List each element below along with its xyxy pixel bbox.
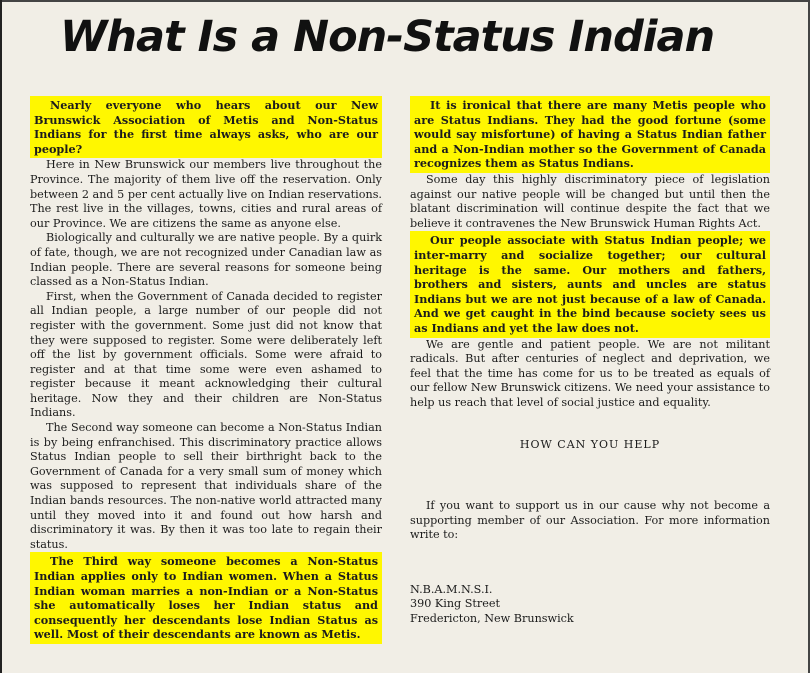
- help-heading: HOW CAN YOU HELP: [519, 438, 661, 452]
- left-column: [30, 96, 382, 644]
- intro-highlighted-paragraph: Nearly everyone who hears about our New Brunswick Association of Metis and Non-Status Indians for the first time always asks, who are our people?: [30, 96, 382, 158]
- biology-paragraph: Biologically and culturally we are native people. By a quirk of fate, though, we are not recognized under Canadian law as Indian people. There are several reasons for someone being classed as a Non-Status Indian.: [30, 231, 382, 289]
- right-column: [410, 96, 770, 627]
- metis-highlighted-paragraph: It is ironical that there are many Metis people who are Status Indians. They had the good fortune (some would say misfortune) of having a Status Indian father and a Non-Indian mother so the Government of Canada recognizes them as Status Indians.: [410, 96, 770, 173]
- members-paragraph: Here in New Brunswick our members live throughout the Province. The majority of them live off the reservation. Only between 2 and 5 per cent actually live on Indian reservations. The rest live in the villages, towns, cities and rural areas of our Province. We are citizens the same as anyone else.: [30, 158, 382, 230]
- support-paragraph: If you want to support us in our cause why not become a supporting member of our Association. For more information write to:: [410, 499, 770, 542]
- mailing-address: [410, 583, 770, 627]
- legislation-paragraph: Some day this highly discriminatory piece of legislation against our native people will be changed but until then the blatant discrimination will continue despite the fact that we believe it contravenes the New Brunswick Human Rights Act.: [410, 172, 770, 230]
- first-reason-paragraph: First, when the Government of Canada decided to register all Indian people, a large number of our people did not register with the government. Some just did not know that they were supposed to register. Some were deliberately left off the list by government officials. Some were afraid to register and at that time some were even ashamed to register because it meant acknowledging their cultural heritage. Now they and their children are Non-Status Indians.: [30, 289, 382, 420]
- second-reason-paragraph: The Second way someone can become a Non-Status Indian is by being enfranchised. This discriminatory practice allows Status Indian people to sell their birthright back to the Government of Canada for a very small sum of money which was supposed to represent that individuals share of the Indian bands resources. The non-native world attracted many until they moved into it and found out how harsh and discriminatory it was. By then it was too late to regain their status.: [30, 421, 382, 551]
- top-border: [0, 0, 810, 2]
- third-reason-highlighted-paragraph: The Third way someone becomes a Non-Status Indian applies only to Indian women. When a Status Indian woman marries a non-Indian or a Non-Status she automatically loses her Indian status and consequently her descendants lose Indian Status as well. Most of their descendants are known as Metis.: [30, 552, 382, 644]
- address-line-city: Fredericton, New Brunswick: [410, 612, 574, 626]
- page-title: What Is a Non-Status Indian: [60, 12, 715, 62]
- association-highlighted-paragraph: Our people associate with Status Indian people; we inter-marry and socialize together; our cultural heritage is the same. Our mothers and fathers, brothers and sisters, aunts and uncles are status Indians but we are not just because of a law of Canada. And we get caught in the bind because society sees us as Indians and yet the law does not.: [410, 231, 770, 337]
- address-line-org: N.B.A.M.N.S.I.: [410, 582, 493, 596]
- gentle-people-paragraph: We are gentle and patient people. We are not militant radicals. But after centuries of neglect and deprivation, we feel that the time has come for us to be treated as equals of our fellow New Brunswick citizens. We need your assistance to help us reach that level of social justice and equality.: [410, 337, 770, 409]
- address-line-street: 390 King Street: [410, 597, 501, 611]
- left-border: [0, 0, 2, 673]
